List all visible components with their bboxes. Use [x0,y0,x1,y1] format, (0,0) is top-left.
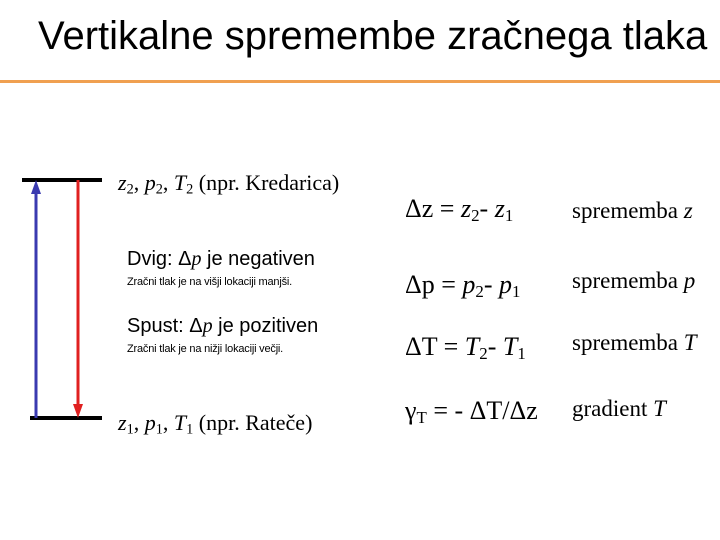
desc-dz: sprememba z [572,198,693,223]
var-T: T [173,410,187,435]
var-T: T [173,170,187,195]
top-level-label: $z_2$, $p_2$, $T_2$ (npr. Kredarica) [118,170,340,198]
var-p: p [144,170,156,195]
desc-gradient: gradient T [572,396,666,421]
spust-note: Zračni tlak je na nižji lokaciji večji. [127,343,284,355]
sub: 2 [186,181,194,198]
var-z: z [118,410,127,435]
var-p: p [144,410,156,435]
up-arrow-head [31,180,41,194]
desc-dT: sprememba T [572,330,697,355]
desc-dp: sprememba p [572,268,696,293]
sub: 1 [126,421,134,438]
sub: 2 [126,181,134,198]
var-z: z [118,170,127,195]
bottom-level-note: (npr. Rateče) [198,410,313,435]
equation-dT: $\Delta T = T_2-$ $T_1$ [405,332,526,364]
bottom-level-label: $z_1$, $p_1$, $T_1$ (npr. Rateče) [118,410,313,438]
dvig-heading: Dvig: Δp je negativen [127,248,315,270]
down-arrow-head [73,404,83,418]
title-divider [0,80,720,83]
sub: 2 [155,181,163,198]
spust-heading: Spust: Δp je pozitiven [127,315,319,337]
page-title: Vertikalne spremembe zračnega tlaka [38,14,708,58]
sub: 1 [186,421,194,438]
equation-gradient: $\gamma_T$ = - ΔT/Δz [405,396,538,428]
equation-dp: $\Delta p = p_2-$ $p_1$ [405,270,521,302]
sub: 1 [155,421,163,438]
equation-dz: $\Delta z = z_2-$ $z_1$ [405,194,514,226]
dvig-note: Zračni tlak je na višji lokaciji manjši. [127,276,292,288]
level-diagram [0,160,110,430]
top-level-note: (npr. Kredarica) [198,170,340,195]
